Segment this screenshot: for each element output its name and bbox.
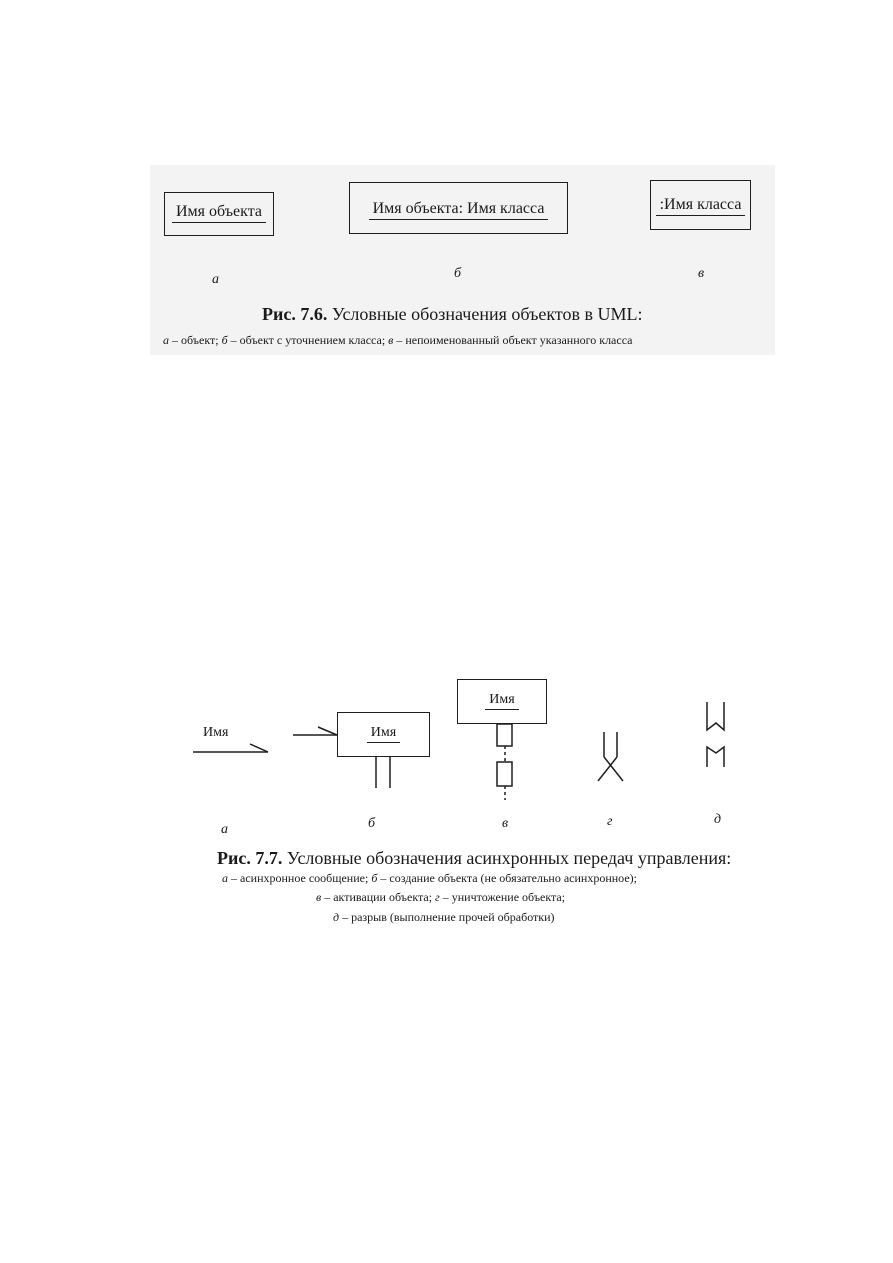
fig76-caption-number: Рис. 7.6. (262, 304, 328, 324)
legend-text: – объект с уточнением класса; (227, 333, 389, 347)
fig77-caption-number: Рис. 7.7. (217, 848, 283, 868)
legend-text: – создание объекта (не обязательно асинхронное); (377, 871, 637, 885)
created-object-label: Имя (367, 725, 400, 743)
fig77-caption-title: Условные обозначения асинхронных передач управления: (286, 848, 732, 868)
fig76-letter-a: а (212, 272, 219, 287)
legend-letter: а (222, 871, 228, 885)
legend-text: – уничтожение объекта; (439, 890, 566, 904)
fig77-legend-line-3 (333, 910, 555, 925)
legend-letter: г (435, 890, 440, 904)
fig77-letter-d: г (607, 814, 613, 829)
legend-letter: д (333, 910, 340, 924)
fig77-letter-c: в (502, 816, 509, 831)
legend-text: – непоименованный объект указанного класса (393, 333, 633, 347)
anonymous-object-label: :Имя класса (656, 196, 746, 216)
legend-letter: б (221, 333, 228, 347)
legend-letter: в (316, 890, 322, 904)
object-class-label: Имя объекта: Имя класса (369, 200, 549, 220)
fig76-letter-b: б (454, 266, 462, 281)
legend-letter: а (163, 333, 169, 347)
fig77-letter-e: д (714, 812, 722, 827)
legend-letter: в (388, 333, 394, 347)
object-name-label: Имя объекта (172, 203, 266, 223)
fig77-letter-a: а (221, 822, 228, 837)
legend-text: – асинхронное сообщение; (228, 871, 372, 885)
fig77-letter-b: б (368, 816, 376, 831)
legend-text: – активации объекта; (321, 890, 436, 904)
async-message-label: Имя (203, 725, 229, 740)
fig77-legend-line-1 (222, 871, 637, 886)
fig77-legend-line-2 (316, 890, 565, 905)
legend-letter: б (371, 871, 378, 885)
fig76-caption-title: Условные обозначения объектов в UML: (331, 304, 643, 324)
legend-text: – разрыв (выполнение прочей обработки) (339, 910, 555, 924)
legend-text: – объект; (169, 333, 222, 347)
fig76-letter-c: в (698, 266, 705, 281)
fig77-caption (217, 848, 731, 869)
activation-object-label: Имя (485, 692, 518, 710)
